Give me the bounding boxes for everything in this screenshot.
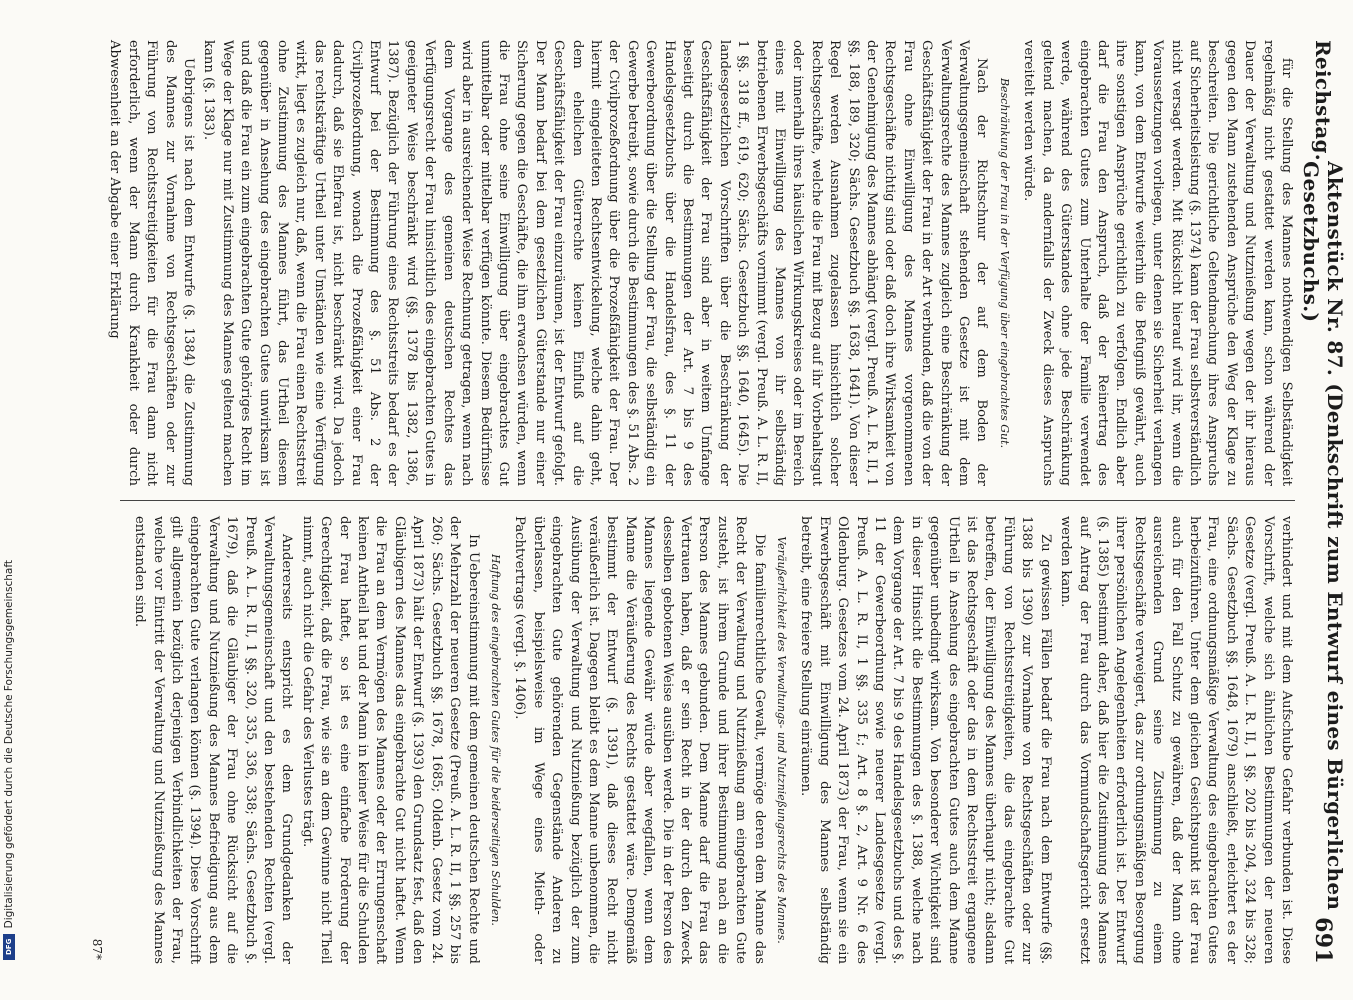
credit-text: Digitalisierung gefördert durch die Deutsche Forschungsgemeinschaft bbox=[3, 560, 15, 929]
paragraph: In Uebereinstimmung mit dem gemeinen deutschen Rechte und der Mehrzahl der neueren Gesetze (Preuß. A. L. R. II, 1 §§. 257 bis 260; Sächs. Gesetzbuch §§. 1678, 1685; Oldenb. Gesetz vom 24. April 1873) hält der Entwurf (§. 1393) den Grundsatz fest, daß den Gläubigern des Mannes das eingebrachte Gut nicht haftet. Wenn die Frau an dem Vermögen des Mannes oder der Errungenschaft keinen Antheil hat und der Mann in keiner Weise für die Schulden der Frau haftet, so ist es eine einfache Forderung der Gerechtigkeit, daß die Frau, wie sie an dem Gewinne nicht Theil nimmt, auch nicht die Gefahr des Verlustes trägt. bbox=[299, 516, 481, 964]
paragraph: Nach der Richtschnur der auf dem Boden der Verwaltungsgemeinschaft stehenden Gesetze ist mit dem Verwaltungsrechte des Mannes zugleich eine Beschränkung der Geschäftsfähigkeit der Frau in der Art verbunden, daß die von der Frau ohne Einwilligung des Mannes vorgenommenen Rechtsgeschäfte nichtig sind oder daß doch ihre Wirksamkeit von der Genehmigung des Mannes abhängt (vergl. Preuß. A. L. R. II, 1 §§. 188, 189, 320; Sächs. Gesetzbuch §§. 1638, 1641). Von dieser Regel werden Ausnahmen zugelassen hinsichtlich solcher Rechtsgeschäfte, welche die Frau mit Bezug auf ihr Vorbehaltsgut oder innerhalb ihres häuslichen Wirkungskreises oder im Bereich eines mit Einwilligung des Mannes von ihr selbständig betriebenen Erwerbsgeschäfts vornimmt (vergl. Preuß. A. L. R. II, 1 §§. 318 ff., 619, 620; Sächs. Gesetzbuch §§. 1640, 1645). Die landesgesetzlichen Vorschriften über die Beschränkung der Geschäftsfähigkeit der Frau sind aber in weitem Umfange beseitigt durch die Bestimmungen der Art. 7 bis 9 des Handelsgesetzbuchs über die Handelsfrau, des §. 11 der Gewerbeordnung über die Stellung der Frau, die selbständig ein Gewerbe betreibt, sowie durch die Bestimmungen des §. 51 Abs. 2 der Civilprozeßordnung über die Prozeßfähigkeit der Frau. Der hiermit eingeleiteten Rechtsentwickelung, welche dahin geht, dem ehelichen Güterrechte keinen Einfluß auf die Geschäftsfähigkeit der Frau einzuräumen, ist der Entwurf gefolgt. Der Mann bedarf bei dem gesetzlichen Güterstande nur einer Sicherung gegen die Geschäfte, die ihm erwachsen würden, wenn die Frau ohne seine Einwilligung über eingebrachtes Gut unmittelbar oder mittelbar verfügen könnte. Diesem Bedürfnisse wird aber in ausreichender Weise Rechnung getragen, wenn nach dem Vorgange des gemeinen deutschen Rechtes das Verfügungsrecht der Frau hinsichtlich des eingebrachten Gutes in geeigneter Weise beschränkt wird (§§. 1378 bis 1382, 1386, 1387). Bezüglich der Führung eines Rechtsstreits bedarf es der Entwurf bei der Bestimmung des §. 51 Abs. 2 der Civilprozeßordnung, wonach die Prozeßfähigkeit einer Frau dadurch, daß sie Ehefrau ist, nicht beschränkt wird. Da jedoch das rechtskräftige Urtheil unter Umständen wie eine Verfügung wirkt, liegt es zugleich nur, daß, wenn die Frau einen Rechtsstreit ohne Zustimmung des Mannes führt, das Urtheil diesem gegenüber in Ansehung des eingebrachten Gutes unwirksam ist und daß die Frau ein zum eingebrachten Gute gehöriges Recht im Wege der Klage nur mit Zustimmung des Mannes geltend machen kann (§. 1383). bbox=[201, 40, 990, 486]
paragraph: Zu gewissen Fällen bedarf die Frau nach dem Entwurfe (§§. 1388 bis 1390) zur Vornahme von Rechtsgeschäften oder zur Führung von Rechtsstreitigkeiten, die das eingebrachte Gut betreffen, der Einwilligung des Mannes überhaupt nicht; alsdann ist das Rechtsgeschäft oder das in dem Rechtsstreit ergangene Urtheil in Ansehung des eingebrachten Gutes auch dem Manne gegenüber unbedingt wirksam. Von besonderer Wichtigkeit sind in dieser Hinsicht die Bestimmungen des §. 1388, welche nach dem Vorgange der Art. 7 bis 9 des Handelsgesetzbuchs und des §. 11 der Gewerbeordnung sowie neuerer Landesgesetze (vergl. Preuß. A. L. R. II, 1 §§. 335 f.; Art. 8 §. 2, Art. 9 Nr. 6 des Oldenburg. Gesetzes vom 24. April 1873) der Frau, wenn sie ein Erwerbsgeschäft mit Einwilligung des Mannes selbständig betreibt, eine freiere Stellung einräumen. bbox=[798, 516, 1053, 964]
section-sidehead: Beschränkung der Frau in der Verfügung über eingebrachtes Gut. bbox=[997, 77, 1011, 449]
paragraph: Andererseits entspricht es dem Grundgedanken der Verwaltungsgemeinschaft und den bestehenden Rechten (vergl. Preuß. A. L. R. II, 1 §§. 320, 335, 336, 338; Sächs. Gesetzbuch §. 1679), daß die Gläubiger der Frau ohne Rücksicht auf die Verwaltung und Nutznießung des Mannes Befriedigung aus dem eingebrachten Gute verlangen können (§. 1394). Diese Vorschrift gilt allgemein bezüglich derjenigen Verbindlichkeiten der Frau, welche vor Eintritt der Verwaltung und Nutznießung des Mannes entstanden sind. bbox=[132, 516, 295, 964]
running-header bbox=[1299, 40, 1347, 964]
header-left: Reichstag. bbox=[1311, 40, 1335, 162]
right-column bbox=[120, 516, 1295, 964]
page-number: 691 bbox=[1310, 917, 1336, 964]
column-divider bbox=[120, 500, 1295, 501]
section-sidehead: Haftung des eingebrachten Gutes für die beiderseitigen Schulden. bbox=[488, 554, 502, 926]
paragraph: Uebrigens ist nach dem Entwurfe (§. 1384) die Zustimmung des Mannes zur Vornahme von Rechtsgeschäften oder zur Führung von Rechtsstreitigkeiten für die Frau dann nicht erforderlich, wenn der Mann durch Krankheit oder durch Abwesenheit an der Abgabe einer Erklärung bbox=[107, 40, 197, 486]
paragraph: verhindert und mit dem Aufschube Gefahr verbunden ist. Diese Vorschrift, welche sich ähnlichen Bestimmungen der neueren Gesetze (vergl. Preuß. A. L. R. II, 1 §§. 202 bis 204, 324 bis 328; Sächs. Gesetzbuch §§. 1648, 1679) anschließt, erleichtert es der Frau, eine ordnungsmäßige Verwaltung des eingebrachten Gutes herbeizuführen. Unter dem gleichen Gesichtspunkt ist der Frau auch für den Fall Schutz zu gewähren, daß der Mann ohne ausreichenden Grund seine Zustimmung zu einem Rechtsgeschäfte verweigert, das zur ordnungsmäßigen Besorgung ihrer persönlichen Angelegenheiten erforderlich ist. Der Entwurf (§. 1385) bestimmt daher, daß hier die Zustimmung des Mannes auf Antrag der Frau durch das Vormundschaftsgericht ersetzt werden kann. bbox=[1058, 516, 1294, 964]
paragraph: für die Stellung des Mannes nothwendigen Selbständigkeit regelmäßig nicht gestattet werden kann, schon während der Dauer der Verwaltung und Nutznießung wegen der ihr hieraus gegen den Mann zustehenden Ansprüche den Weg der Klage zu beschreiten. Die gerichtliche Geltendmachung ihres Anspruchs auf Sicherheitsleistung (§. 1374) kann der Frau selbstverständlich nicht versagt werden. Mit Rücksicht hierauf wird ihr, wenn die Voraussetzungen vorliegen, unter denen sie Sicherheit verlangen kann, von dem Entwurfe weiterhin die Befugniß gewährt, auch ihre sonstigen Ansprüche gerichtlich zu verfolgen. Endlich aber darf die Frau den Anspruch, daß der Reinertrag des eingebrachten Gutes zum Unterhalte der Familie verwendet werde, während des Güterstandes ohne jede Beschränkung geltend machen, da andernfalls der Zweck dieses Anspruchs vereitelt werden würde. bbox=[1021, 40, 1294, 486]
dfg-logo: DFG bbox=[3, 934, 15, 960]
section-sidehead: Veräußerlichkeit des Verwaltungs- und Nutznießungsrechts des Mannes. bbox=[775, 536, 789, 944]
signature-mark: 87* bbox=[90, 938, 104, 960]
credit-strip bbox=[2, 560, 16, 1000]
left-column bbox=[107, 40, 1295, 486]
header-title: Aktenstück Nr. 87. (Denkschrift zum Entwurf eines Bürgerlichen Gesetzbuchs.) bbox=[1299, 161, 1347, 911]
paragraph: Die familienrechtliche Gewalt, vermöge deren dem Manne das Recht der Verwaltung und Nutznießung am eingebrachten Gute zusteht, ist ihrem Grunde und ihrer Bestimmung nach an die Person des Mannes gebunden. Dem Manne darf die Frau das Vertrauen haben, daß er sein Recht in der durch den Zweck desselben gebotenen Weise ausüben werde. Die in der Person des Mannes liegende Gewähr würde aber wegfallen, wenn dem Manne die Veräußerung des Rechts gestattet wäre. Demgemäß bestimmt der Entwurf (§. 1391), daß dieses Recht nicht veräußerlich ist. Dagegen bleibt es dem Manne unbenommen, die Ausübung der Verwaltung und Nutznießung bezüglich der zum eingebrachten Gute gehörenden Gegenstände Anderen zu überlassen, beispielsweise im Wege eines Mieth- oder Pachtvertrags (vergl. §. 1406). bbox=[512, 516, 767, 964]
